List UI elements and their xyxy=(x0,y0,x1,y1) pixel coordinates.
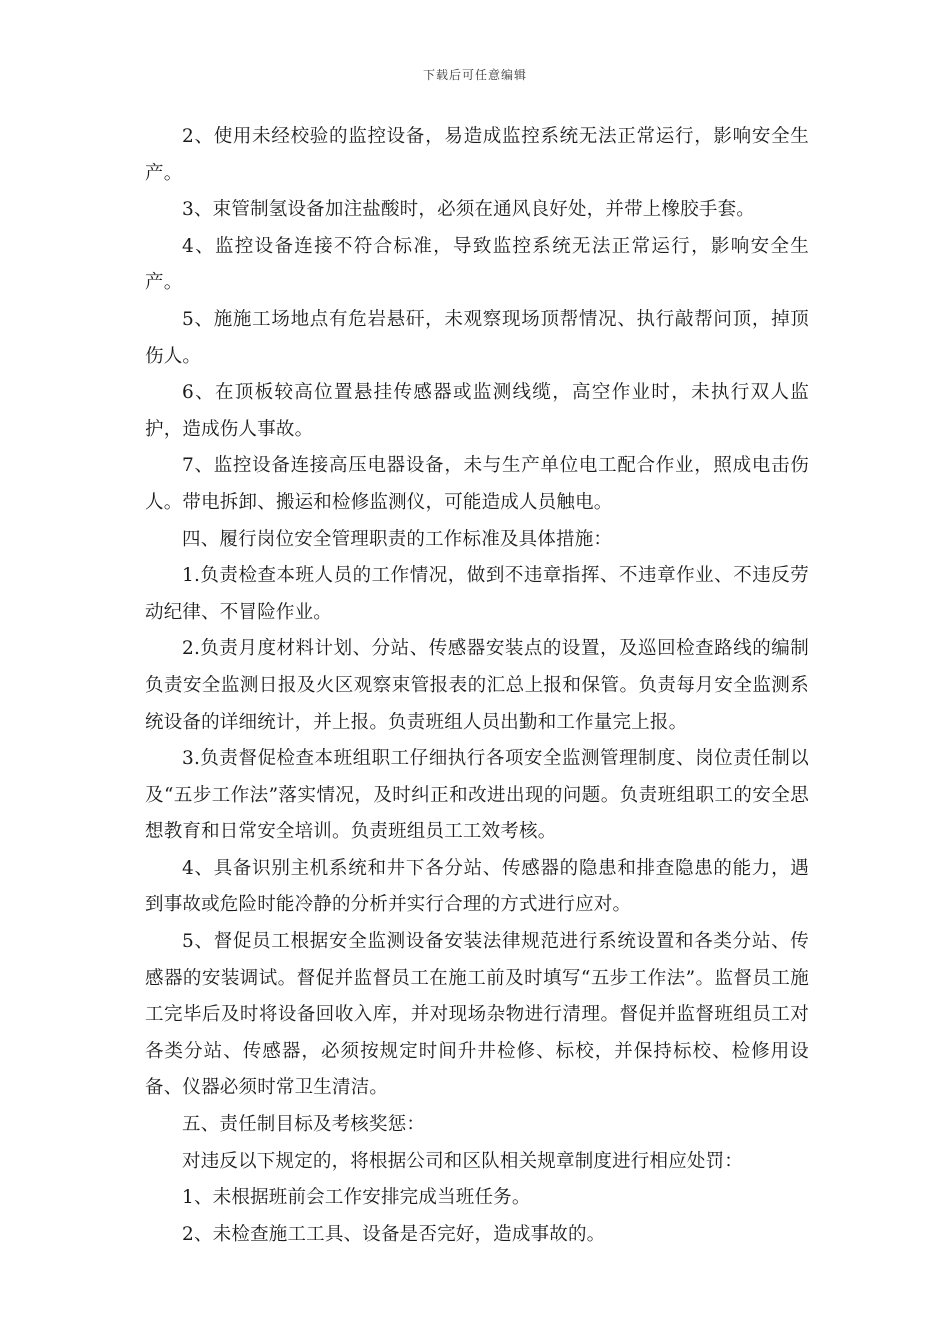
penalty-item-1: 1、未根据班前会工作安排完成当班任务。 xyxy=(182,1187,531,1209)
penalty-intro: 对违反以下规定的，将根据公司和区队相关规章制度进行相应处罚： xyxy=(182,1150,744,1172)
document-body xyxy=(145,119,809,1253)
penalty-item-2: 2、未检查施工工具、设备是否完好，造成事故的。 xyxy=(182,1223,606,1245)
measure-item-1: 1.负责检查本班人员的工作情况，做到不违章指挥、不违章作业、不违反劳动纪律、不冒险作业。 xyxy=(145,565,809,623)
paragraph-item-6: 6、在顶板较高位置悬挂传感器或监测线缆，高空作业时，未执行双人监护，造成伤人事故。 xyxy=(145,382,809,440)
measure-item-5: 5、督促员工根据安全监测设备安装法律规范进行系统设置和各类分站、传感器的安装调试。督促并监督员工在施工前及时填写“五步工作法”。监督员工施工完毕后及时将设备回收入库，并对现场杂物进行清理。督促并监督班组员工对各类分站、传感器，必须按规定时间升井检修、标校，并保持标校、检修用设备、仪器必须时常卫生清洁。 xyxy=(145,931,809,1099)
paragraph-item-5: 5、施施工场地点有危岩悬矸，未观察现场顶帮情况、执行敲帮问顶，掉顶伤人。 xyxy=(145,308,809,367)
measure-item-3: 3.负责督促检查本班组职工仔细执行各项安全监测管理制度、岗位责任制以及“五步工作法”落实情况，及时纠正和改进出现的问题。负责班组职工的安全思想教育和日常安全培训。负责班组员工工效考核。 xyxy=(145,748,809,843)
section-heading-5: 五、责任制目标及考核奖惩： xyxy=(182,1114,426,1136)
paragraph-item-2: 2、使用未经校验的监控设备，易造成监控系统无法正常运行，影响安全生产。 xyxy=(145,126,809,184)
measure-item-2: 2.负责月度材料计划、分站、传感器安装点的设置，及巡回检查路线的编制负责安全监测日报及火区观察束管报表的汇总上报和保管。负责每月安全监测系统设备的详细统计，并上报。负责班组人员出勤和工作量完上报。 xyxy=(145,638,809,733)
paragraph-item-4: 4、监控设备连接不符合标准，导致监控系统无法正常运行，影响安全生产。 xyxy=(145,235,809,294)
paragraph-item-3: 3、束管制氢设备加注盐酸时，必须在通风良好处，并带上橡胶手套。 xyxy=(182,199,755,221)
page-header: 下载后可任意编辑 xyxy=(422,68,527,82)
section-heading-4: 四、履行岗位安全管理职责的工作标准及具体措施： xyxy=(182,528,613,550)
paragraph-item-7: 7、监控设备连接高压电器设备，未与生产单位电工配合作业，照成电击伤人。带电拆卸、搬运和检修监测仪，可能造成人员触电。 xyxy=(145,455,809,513)
measure-item-4: 4、具备识别主机系统和井下各分站、传感器的隐患和排查隐患的能力，遇到事故或危险时能冷静的分析并实行合理的方式进行应对。 xyxy=(145,857,809,916)
